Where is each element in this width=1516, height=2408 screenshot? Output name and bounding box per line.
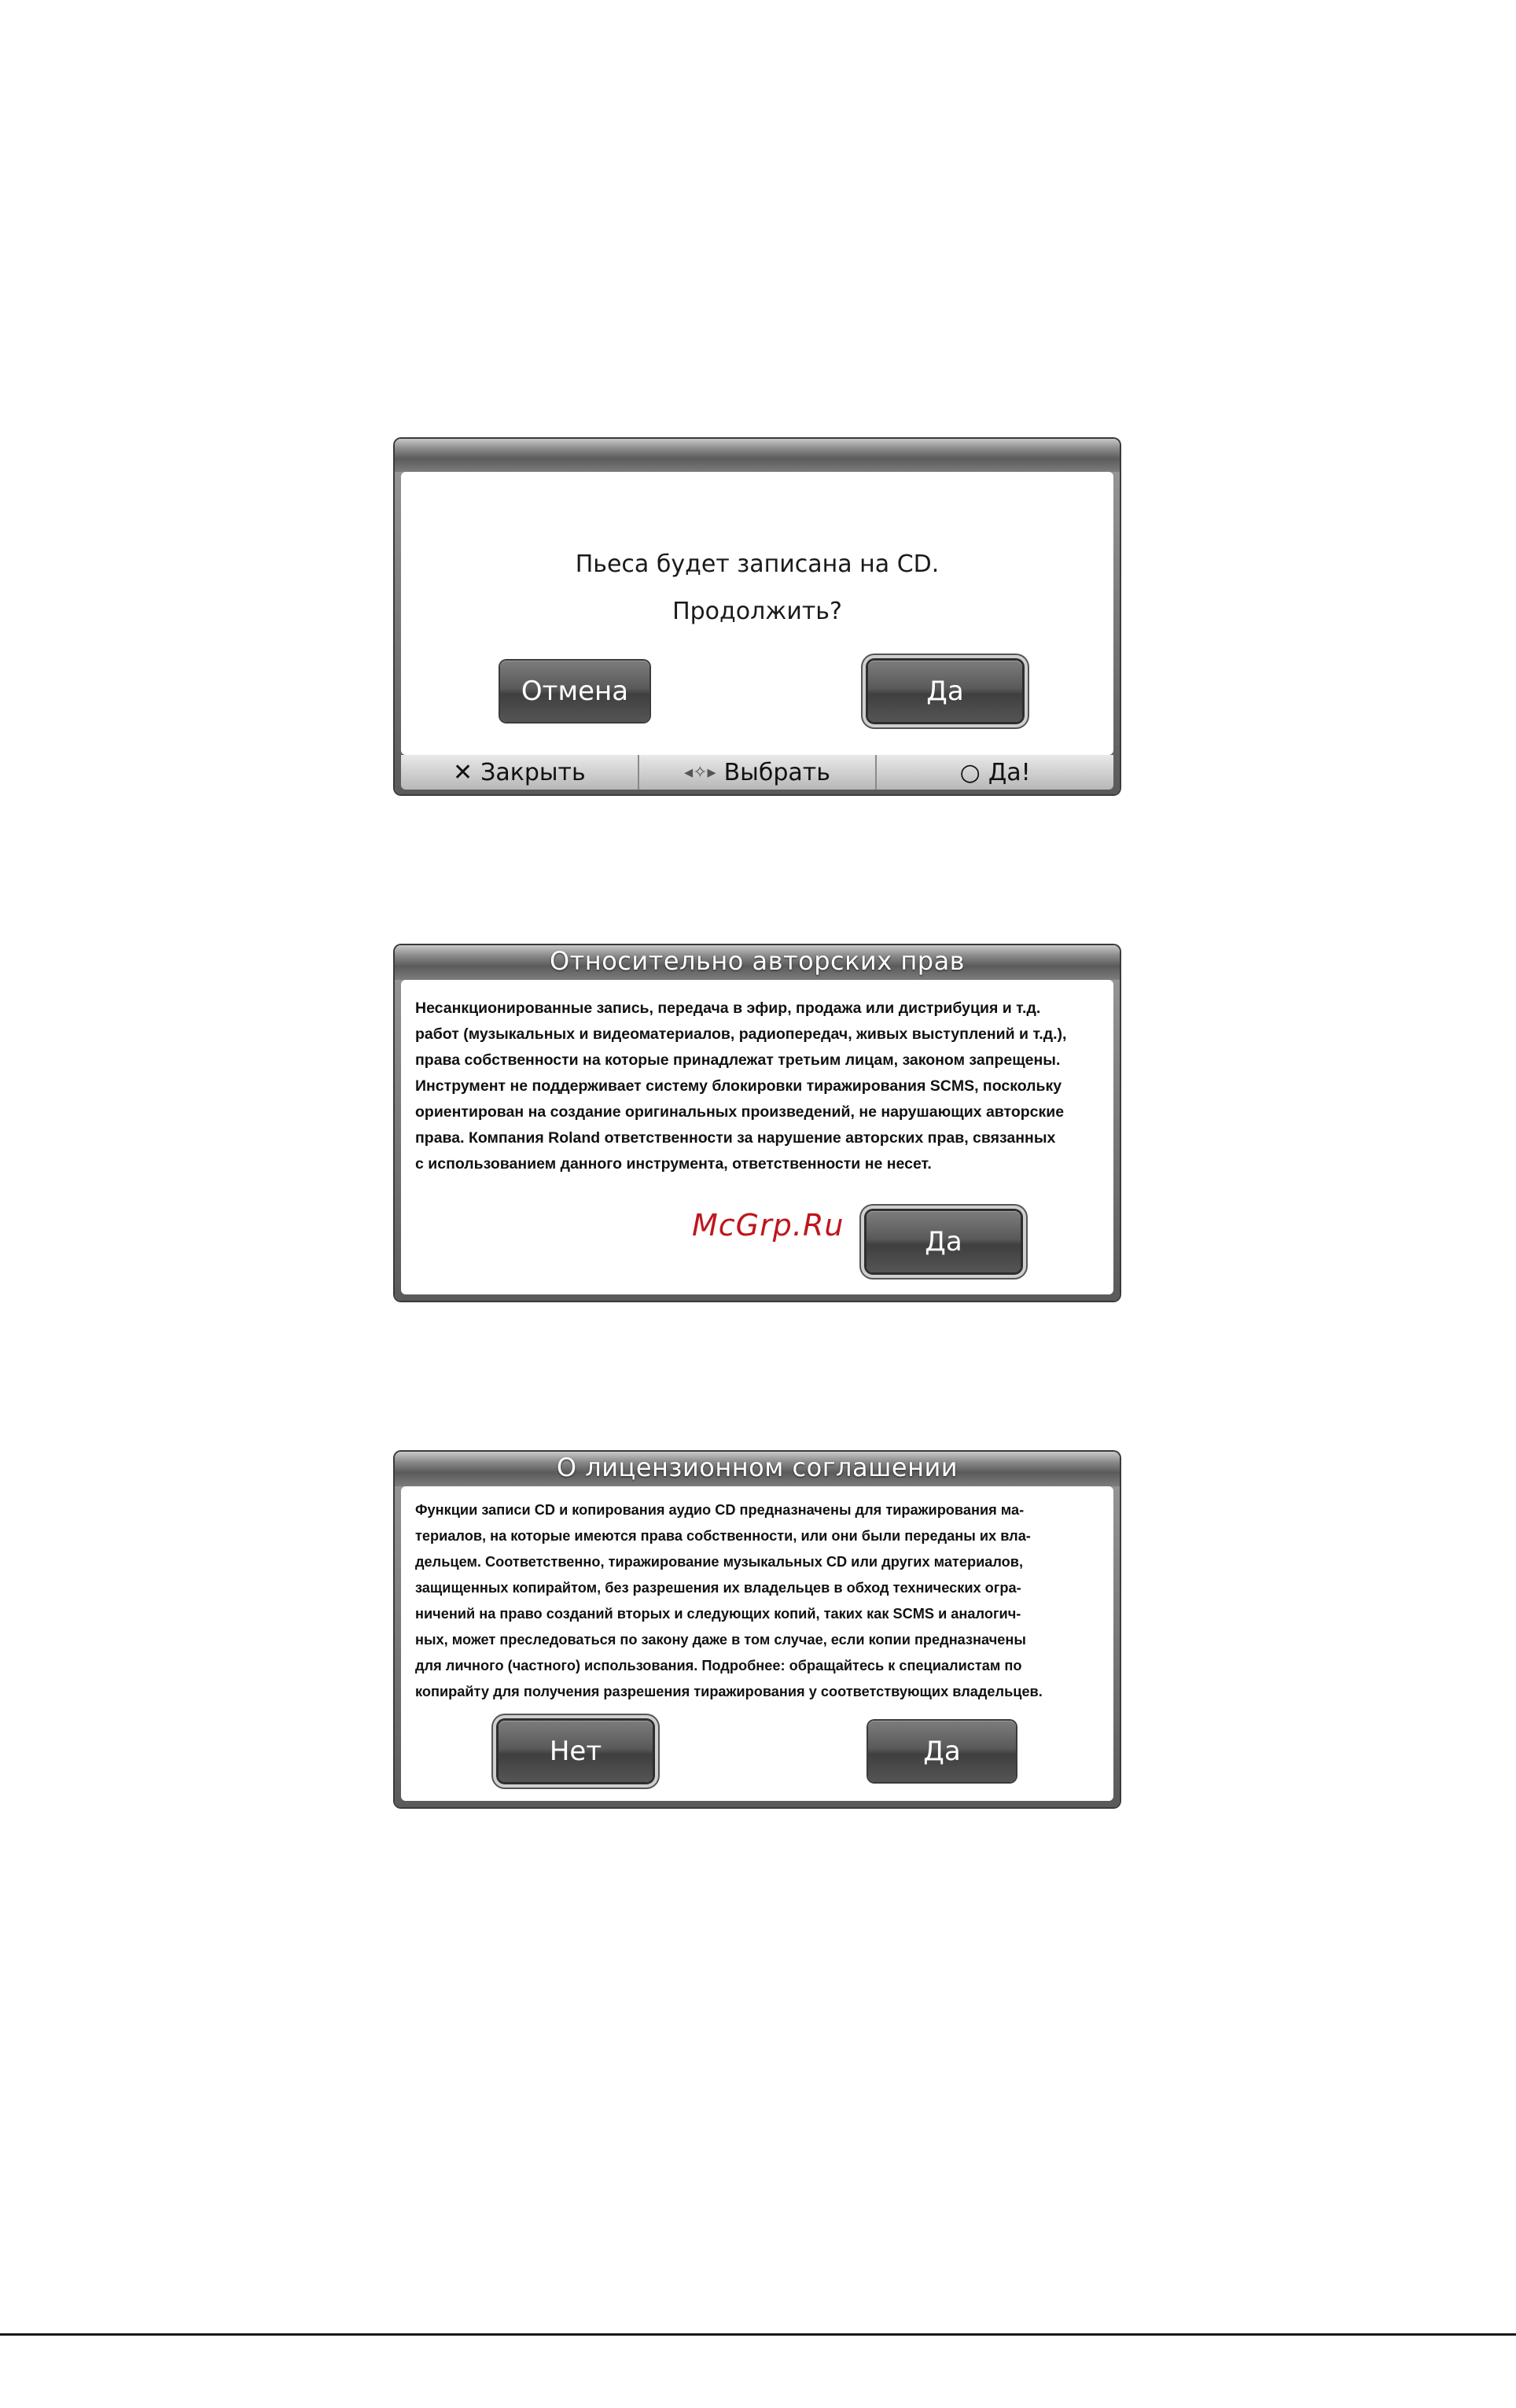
record-message-line-1: Пьеса будет записана на CD. xyxy=(575,550,940,578)
copyright-line: Несанкционированные запись, передача в эфир, продажа или дистрибуция и т.д. xyxy=(415,1000,1041,1017)
license-line: для личного (частного) использования. Подробнее: обращайтесь к специалистам по xyxy=(415,1658,1022,1673)
license-text xyxy=(415,1497,1099,1705)
license-dialog xyxy=(395,1452,1120,1807)
record-dialog-body xyxy=(401,472,1113,755)
close-icon: ✕ xyxy=(452,758,473,786)
footer-close[interactable] xyxy=(401,755,638,790)
yes-button[interactable]: Да xyxy=(868,661,1022,722)
record-dialog-message xyxy=(401,541,1113,635)
copyright-line: Инструмент не поддерживает систему блокировки тиражирования SCMS, поскольку xyxy=(415,1077,1062,1095)
license-line: териалов, на которые имеются права собственности, или они были переданы их вла- xyxy=(415,1528,1031,1544)
footer-select-label: Выбрать xyxy=(723,758,830,786)
copyright-dialog-title: Относительно авторских прав xyxy=(395,945,1120,980)
copyright-line: с использованием данного инструмента, ответственности не несет. xyxy=(415,1155,932,1173)
license-dialog-title: О лицензионном соглашении xyxy=(395,1452,1120,1486)
cancel-button[interactable]: Отмена xyxy=(500,661,649,722)
record-confirm-dialog xyxy=(395,439,1120,794)
no-button[interactable]: Нет xyxy=(499,1721,653,1782)
circle-icon: ○ xyxy=(959,758,981,786)
license-line: Функции записи CD и копирования аудио CD предназначены для тиражирования ма- xyxy=(415,1502,1025,1518)
footer-select[interactable] xyxy=(638,755,876,790)
copyright-dialog-body xyxy=(401,980,1113,1294)
copyright-text xyxy=(415,996,1099,1177)
footer-close-label: Закрыть xyxy=(480,758,586,786)
license-line: дельцем. Соответственно, тиражирование музыкальных CD или других материалов, xyxy=(415,1554,1024,1570)
license-yes-button[interactable]: Да xyxy=(868,1721,1016,1782)
copyright-line: работ (музыкальных и видеоматериалов, радиопередач, живых выступлений и т.д.), xyxy=(415,1025,1067,1043)
select-arrows-icon: ◂✧▸ xyxy=(684,762,716,782)
license-line: ных, может преследоваться по закону даже в том случае, если копии предназначены xyxy=(415,1632,1026,1648)
record-dialog-footer xyxy=(401,755,1113,790)
copyright-line: права. Компания Roland ответственности за нарушение авторских прав, связанных xyxy=(415,1129,1056,1147)
record-dialog-titlebar xyxy=(395,439,1120,472)
copyright-dialog xyxy=(395,945,1120,1301)
record-message-line-2: Продолжить? xyxy=(672,598,842,625)
copyright-line: права собственности на которые принадлежат третьим лицам, законом запрещены. xyxy=(415,1051,1061,1069)
watermark: McGrp.Ru xyxy=(692,1208,844,1243)
license-line: ничений на право созданий вторых и следующих копий, таких как SCMS и аналогич- xyxy=(415,1606,1021,1622)
page-bottom-rule xyxy=(0,2333,1516,2336)
footer-confirm-label: Да! xyxy=(988,758,1031,786)
copyright-line: ориентирован на создание оригинальных произведений, не нарушающих авторские xyxy=(415,1103,1065,1121)
footer-confirm[interactable] xyxy=(875,755,1113,790)
license-line: копирайту для получения разрешения тиражирования у соответствующих владельцев. xyxy=(415,1684,1043,1699)
license-dialog-body xyxy=(401,1486,1113,1801)
license-line: защищенных копирайтом, без разрешения их владельцев в обход технических огра- xyxy=(415,1580,1021,1596)
copyright-yes-button[interactable]: Да xyxy=(867,1211,1021,1272)
